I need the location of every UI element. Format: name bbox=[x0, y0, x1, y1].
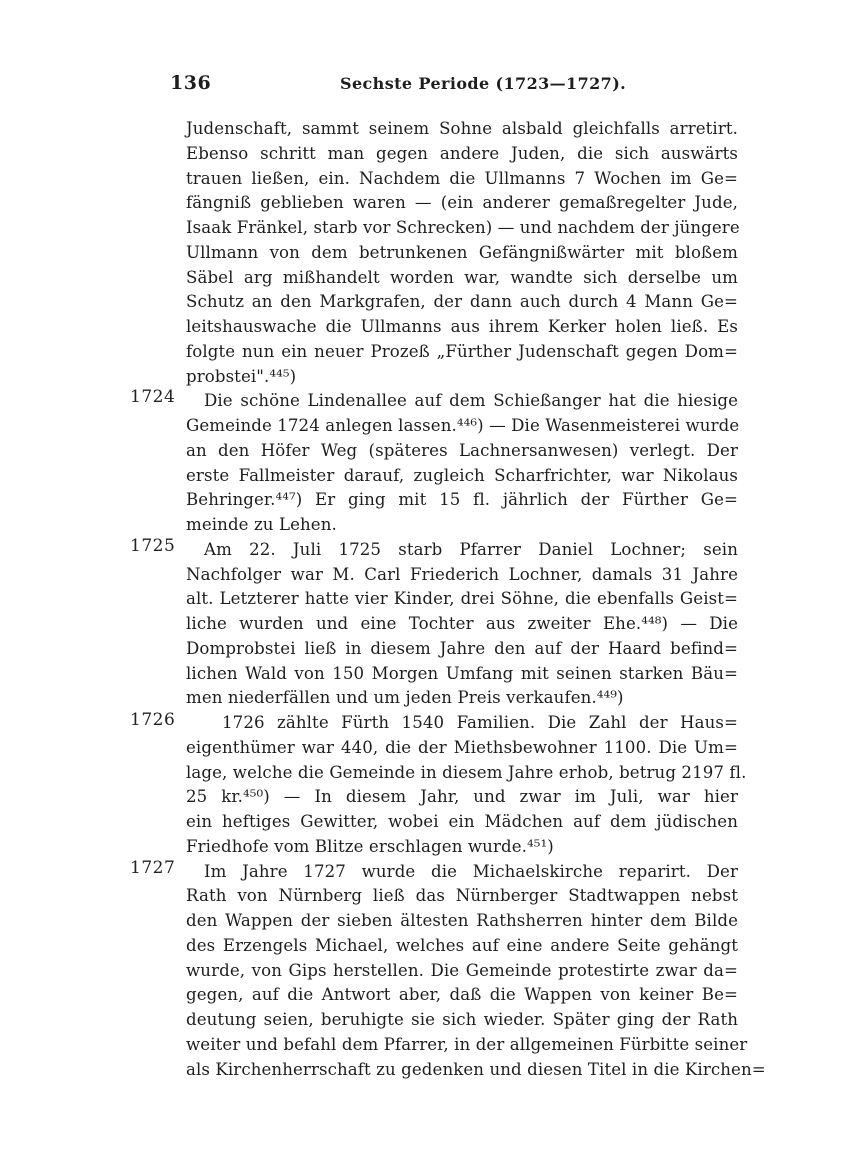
text-line: Behringer.⁴⁴⁷) Er ging mit 15 fl. jährlich der Fürther Ge= bbox=[186, 490, 738, 510]
text-line: Schutz an den Markgrafen, der dann auch durch 4 Mann Ge= bbox=[186, 292, 738, 312]
text-line: wurde, von Gips herstellen. Die Gemeinde protestirte zwar da= bbox=[186, 960, 738, 980]
text-line: folgte nun ein neuer Prozeß „Fürther Judenschaft gegen Dom= bbox=[186, 341, 738, 361]
text-line: als Kirchenherrschaft zu gedenken und diesen Titel in die Kirchen= bbox=[186, 1059, 766, 1079]
text-line: an den Höfer Weg (späteres Lachnersanwesen) verlegt. Der bbox=[186, 440, 738, 460]
text-line: erste Fallmeister darauf, zugleich Scharfrichter, war Nikolaus bbox=[186, 465, 738, 485]
text-line: probstei".⁴⁴⁵) bbox=[186, 366, 297, 386]
text-line: meinde zu Lehen. bbox=[186, 515, 337, 534]
paragraph-start-line: Am 22. Juli 1725 starb Pfarrer Daniel Lochner; sein bbox=[204, 539, 738, 559]
text-line: den Wappen der sieben ältesten Rathsherren hinter dem Bilde bbox=[186, 911, 738, 930]
text-line: Säbel arg mißhandelt worden war, wandte sich derselbe um bbox=[186, 267, 738, 287]
paragraph-start-line: Im Jahre 1727 wurde die Michaelskirche reparirt. Der bbox=[204, 861, 738, 881]
text-line: liche wurden und eine Tochter aus zweiter Ehe.⁴⁴⁸) — Die bbox=[186, 614, 738, 633]
text-line: ein heftiges Gewitter, wobei ein Mädchen auf dem jüdischen bbox=[186, 812, 738, 831]
text-line: Friedhofe vom Blitze erschlagen wurde.⁴⁵¹) bbox=[186, 836, 554, 856]
text-line: Ebenso schritt man gegen andere Juden, die sich auswärts bbox=[186, 143, 738, 163]
text-line: 25 kr.⁴⁵⁰) — In diesem Jahr, und zwar im Juli, war hier bbox=[186, 787, 738, 807]
text-line: Ullmann von dem betrunkenen Gefängnißwärter mit bloßem bbox=[186, 242, 738, 262]
text-line: Rath von Nürnberg ließ das Nürnberger Stadtwappen nebst bbox=[186, 886, 738, 906]
text-line: Domprobstei ließ in diesem Jahre den auf der Haard befind= bbox=[186, 638, 738, 658]
text-line: alt. Letzterer hatte vier Kinder, drei Söhne, die ebenfalls Geist= bbox=[186, 589, 738, 609]
text-line: trauen ließen, ein. Nachdem die Ullmanns 7 Wochen im Ge= bbox=[186, 168, 738, 188]
text-line: leitshauswache die Ullmanns aus ihrem Kerker holen ließ. Es bbox=[186, 317, 738, 336]
text-line: Isaak Fränkel, starb vor Schrecken) — und nachdem der jüngere bbox=[186, 218, 740, 237]
text-line: fängniß geblieben waren — (ein anderer gemaßregelter Jude, bbox=[186, 193, 738, 213]
text-line: Nachfolger war M. Carl Friederich Lochner, damals 31 Jahre bbox=[186, 564, 738, 584]
margin-year-1726: 1726 bbox=[130, 710, 176, 730]
text-line: deutung seien, beruhigte sie sich wieder. Später ging der Rath bbox=[186, 1010, 738, 1029]
margin-year-1727: 1727 bbox=[130, 858, 176, 878]
running-title: Sechste Periode (1723—1727). bbox=[340, 74, 627, 93]
text-line: gegen, auf die Antwort aber, daß die Wappen von keiner Be= bbox=[186, 985, 738, 1005]
text-line: men niederfällen und um jeden Preis verkaufen.⁴⁴⁹) bbox=[186, 688, 624, 708]
page-number: 136 bbox=[170, 72, 212, 94]
body-text bbox=[186, 117, 766, 1082]
paragraph-start-line: Die schöne Lindenallee auf dem Schießanger hat die hiesige bbox=[204, 391, 738, 411]
margin-year-1724: 1724 bbox=[130, 387, 176, 407]
page-header bbox=[170, 72, 740, 102]
margin-year-1725: 1725 bbox=[130, 536, 176, 556]
text-line: weiter und befahl dem Pfarrer, in der allgemeinen Fürbitte seiner bbox=[186, 1034, 748, 1054]
text-line: des Erzengels Michael, welches auf eine andere Seite gehängt bbox=[186, 935, 738, 955]
text-line: eigenthümer war 440, die der Miethsbewohner 1100. Die Um= bbox=[186, 737, 738, 757]
text-line: lichen Wald von 150 Morgen Umfang mit seinen starken Bäu= bbox=[186, 663, 738, 683]
text-line: Gemeinde 1724 anlegen lassen.⁴⁴⁶) — Die Wasenmeisterei wurde bbox=[186, 416, 740, 435]
paragraph-start-line: 1726 zählte Fürth 1540 Familien. Die Zahl der Haus= bbox=[222, 713, 738, 732]
text-line: lage, welche die Gemeinde in diesem Jahre erhob, betrug 2197 fl. bbox=[186, 762, 747, 782]
text-line: Judenschaft, sammt seinem Sohne alsbald gleichfalls arretirt. bbox=[186, 119, 738, 138]
